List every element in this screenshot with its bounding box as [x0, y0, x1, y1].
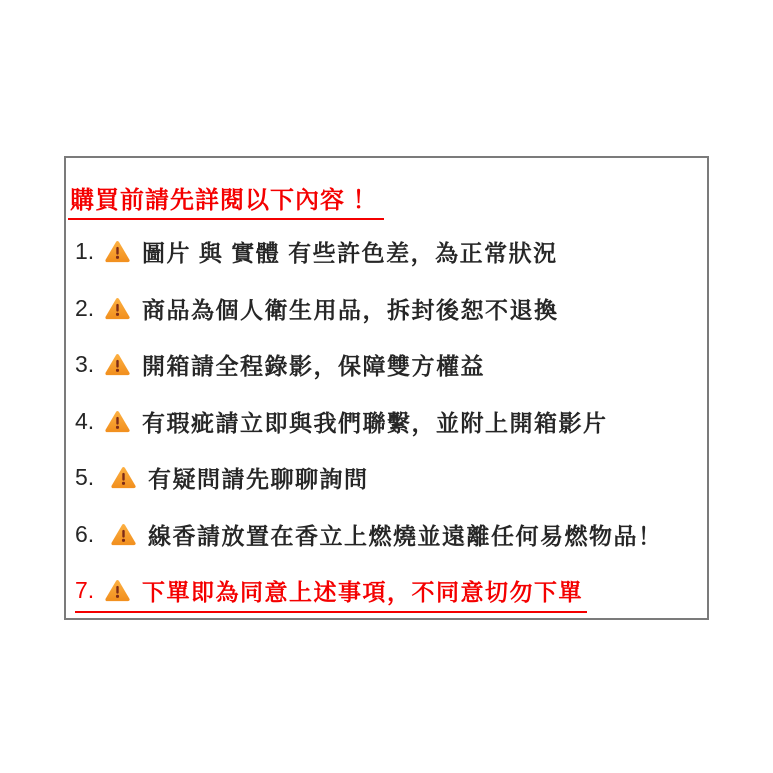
notice-item-2 [75, 292, 559, 325]
notice-item-1 [75, 235, 558, 268]
item-text: 有疑問請先聊聊詢問 [148, 466, 369, 492]
warning-triangle-icon [105, 579, 130, 602]
item-number: 5. [75, 464, 95, 490]
item-number: 4. [75, 408, 95, 434]
item-text: 商品為個人衛生用品，拆封後恕不退換 [142, 297, 559, 323]
item-text: 線香請放置在香立上燃燒並遠離任何易燃物品！ [148, 523, 663, 549]
notice-item-3 [75, 348, 485, 381]
warning-triangle-icon [111, 523, 136, 546]
item-number: 6. [75, 521, 95, 547]
item-text: 下單即為同意上述事項，不同意切勿下單 [142, 579, 583, 605]
notice-item-5 [75, 461, 369, 494]
notice-item-4 [75, 405, 608, 438]
item-text: 開箱請全程錄影，保障雙方權益 [142, 353, 485, 379]
warning-triangle-icon [105, 297, 130, 320]
item-text: 圖片 與 實體 有些許色差，為正常狀況 [142, 240, 558, 266]
warning-triangle-icon [105, 240, 130, 263]
item-text: 有瑕疵請立即與我們聯繫，並附上開箱影片 [142, 410, 608, 436]
notice-title: 購買前請先詳閱以下內容 ！ [68, 180, 384, 220]
item-number: 2. [75, 295, 95, 321]
warning-triangle-icon [105, 410, 130, 433]
warning-triangle-icon [111, 466, 136, 489]
item-number: 7. [75, 577, 95, 603]
item-number: 3. [75, 351, 95, 377]
warning-triangle-icon [105, 353, 130, 376]
notice-item-6 [75, 518, 663, 551]
notice-box [64, 156, 709, 620]
item-number: 1. [75, 238, 95, 264]
notice-item-7 [75, 574, 587, 613]
